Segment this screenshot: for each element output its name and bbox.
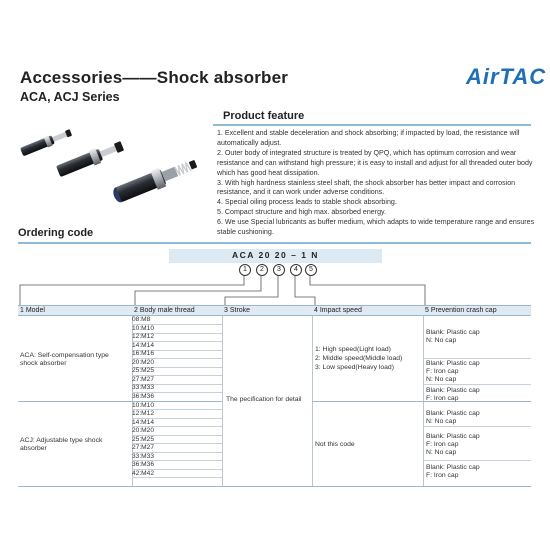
- thread-value: 27:M27: [132, 444, 154, 451]
- ordering-code-title: Ordering code: [18, 227, 94, 239]
- thread-value: 16:M16: [132, 350, 154, 357]
- crash-cap-option: Blank: Plastic cap: [426, 410, 480, 417]
- impact-speed-option: 1: High speed(Light load): [315, 346, 391, 353]
- crash-cap-option: Blank: Plastic cap: [426, 329, 480, 336]
- code-marker-3: 3: [273, 264, 285, 276]
- column-header-thread: 2 Body male thread: [132, 305, 222, 316]
- page-title: Accessories——Shock absorber: [20, 68, 289, 87]
- column-header-crash-cap: 5 Prevention crash cap: [423, 305, 531, 316]
- thread-value: 25:M25: [132, 367, 154, 374]
- impact-speed-not-applicable: Not this code: [315, 441, 355, 448]
- thread-value: 36:M36: [132, 461, 154, 468]
- model-acj: ACJ: Adjustable type shock absorber: [20, 437, 103, 453]
- ordering-table: [18, 316, 531, 486]
- feature-item: 4. Special oiling process leads to stable shock absorbing.: [217, 198, 397, 207]
- thread-value: 20:M20: [132, 427, 154, 434]
- crash-cap-option: Blank: Plastic cap: [426, 360, 480, 367]
- column-header-stroke: 3 Stroke: [222, 305, 312, 316]
- row-divider: [423, 460, 531, 461]
- impact-speed-option: 3: Low speed(Heavy load): [315, 364, 394, 371]
- crash-cap-option: F: Iron cap: [426, 368, 459, 375]
- crash-cap-option: N: No cap: [426, 449, 457, 456]
- thread-value: 12:M12: [132, 410, 154, 417]
- thread-value: 10:M10: [132, 402, 154, 409]
- model-aca: ACA: Self-compensation type shock absorber: [20, 352, 109, 368]
- order-code: ACA 20 20 – 1 N: [232, 250, 319, 260]
- thread-value: 33:M33: [132, 384, 154, 391]
- feature-item: 5. Compact structure and high max. absorbed energy.: [217, 208, 387, 217]
- crash-cap-option: N: No cap: [426, 337, 457, 344]
- feature-item: 1. Excellent and stable deceleration and shock absorbing; if impacted by load, the resistance will automatically adjust.: [217, 129, 520, 147]
- row-divider: [423, 358, 531, 359]
- thread-value: 42:M42: [132, 470, 154, 477]
- product-feature-title: Product feature: [223, 110, 305, 122]
- thread-value: 33:M33: [132, 453, 154, 460]
- column-divider: [222, 316, 223, 486]
- thread-value: 12:M12: [132, 333, 154, 340]
- feature-item: 3. With high hardness stainless steel shaft, the shock absorber has better impact and corrosion resistance, and it can work under adverse conditions.: [217, 178, 516, 197]
- code-marker-2: 2: [256, 264, 268, 276]
- thread-value: 10:M10: [132, 325, 154, 332]
- thread-value: 08:M8: [132, 316, 151, 323]
- crash-cap-option: N: No cap: [426, 418, 457, 425]
- crash-cap-option: Blank: Plastic cap: [426, 387, 480, 394]
- crash-cap-option: N: No cap: [426, 376, 457, 383]
- thread-value: 14:M14: [132, 419, 154, 426]
- crash-cap-option: Blank: Plastic cap: [426, 464, 480, 471]
- table-bottom-border: [18, 486, 531, 487]
- feature-item: 2. Outer body of integrated structure is treated by QPQ, which has optimum corrosion and wear resistance and can withstand high pressure; it is easy to install and adjust for all threaded outer body which has good heat dissipation.: [217, 148, 533, 177]
- brand-logo: AirTAC: [466, 64, 547, 89]
- impact-speed-option: 2: Middle speed(Middle load): [315, 355, 403, 362]
- thread-value: 36:M36: [132, 393, 154, 400]
- thread-value: 20:M20: [132, 359, 154, 366]
- thread-value: 27:M27: [132, 376, 154, 383]
- group-divider: [18, 401, 222, 402]
- code-marker-1: 1: [239, 264, 251, 276]
- thread-value: 25:M25: [132, 436, 154, 443]
- group-divider: [312, 401, 531, 402]
- column-header-model: 1 Model: [18, 305, 132, 316]
- crash-cap-option: Blank: Plastic cap: [426, 433, 480, 440]
- thread-value: 14:M14: [132, 342, 154, 349]
- crash-cap-option: F: Iron cap: [426, 472, 459, 479]
- crash-cap-option: F: Iron cap: [426, 395, 459, 402]
- column-header-impact-speed: 4 Impact speed: [312, 305, 423, 316]
- crash-cap-option: F: Iron cap: [426, 441, 459, 448]
- code-marker-4: 4: [290, 264, 302, 276]
- feature-item: 6. We use Special lubricants as buffer medium, which adapts to wide temperature range and ensures stable cushioning.: [217, 218, 535, 237]
- code-marker-5: 5: [305, 264, 317, 276]
- stroke-value: The pecification for detail: [226, 396, 302, 403]
- series-subtitle: ACA, ACJ Series: [20, 90, 120, 104]
